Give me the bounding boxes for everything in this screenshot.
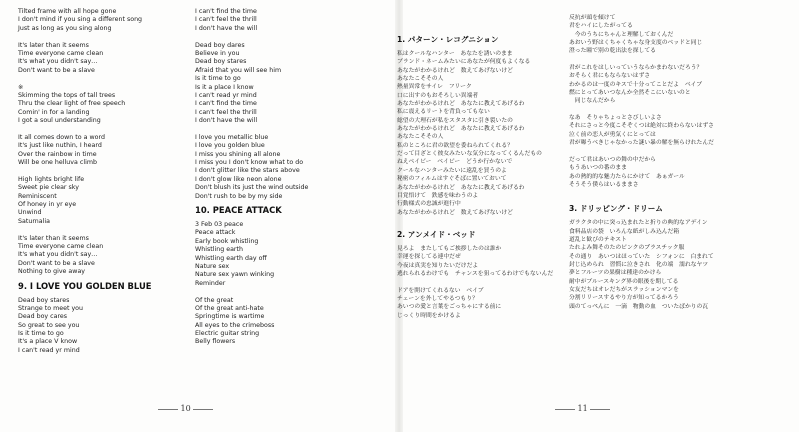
lyric-line: ※ (18, 83, 24, 91)
stanza-gap (195, 125, 308, 133)
lyrics-block (195, 221, 308, 347)
lyric-line: ドアを開けてくれるない ベイブ (397, 287, 484, 294)
lyric-line: Dead boy dares (195, 41, 245, 49)
lyric-line: もうあいつの番のまま (569, 165, 627, 172)
lyric-line: なあ そりゃちょっとさびしいよさ (569, 115, 662, 122)
lyric-line: 夢とフルーツの果樹は種達のかけら (569, 270, 662, 277)
lyrics-block (195, 8, 308, 201)
lyric-line: 今のうちにちゃんと理解しておくんだ (569, 31, 674, 38)
lyric-line: Of the great anti-hate (195, 304, 264, 312)
lyric-line: あおいう野はくちゃくちゃな身支度のベッドと同じ (569, 40, 703, 47)
lyric-line: だって目ざとく彼女みたいな気分になってくるんだもの (397, 151, 542, 158)
page-number-left-text: 10 (180, 404, 191, 413)
stanza-gap (18, 226, 151, 234)
lyric-line: 道乱と歓びのテキスト (569, 236, 627, 243)
lyric-line: It's what you didn't say… (18, 58, 98, 66)
lyrics-block (18, 8, 151, 277)
lyric-line: チェーンを外してやるつもり？ (397, 295, 478, 302)
lyric-line: It's a place V know (18, 338, 78, 346)
lyrics-block (397, 50, 553, 217)
lyric-line: Don't want to be a slave (18, 66, 95, 74)
lyric-line: I miss you shining all alone (195, 150, 281, 158)
lyric-line: I can't read yr mind (18, 346, 80, 354)
lyric-line: クールなハンターみたいに遠乱を買うのよ (397, 167, 507, 174)
lyric-line: だって君はあいつの舞の中だから (569, 156, 656, 163)
lyric-line: 燃にとってあいつなんか全然そこにいないのと (569, 90, 691, 97)
lyric-line: ブランド・ネームみたいにあなたが何度もよくなる (397, 59, 531, 66)
lyric-line: I can't feel the thrill (195, 108, 257, 116)
stanza-gap (18, 125, 151, 133)
lyric-line: 私のところに君の欲望を委ねられてくれる？ (397, 142, 513, 149)
lyric-line: I love you metallic blue (195, 133, 269, 141)
page-number-dash (555, 409, 575, 410)
lyric-line: 分割リリースするやり方が知ってるかろう (569, 295, 679, 302)
song-title-9: 9. I LOVE YOU GOLDEN BLUE (18, 280, 152, 291)
lyric-line: I don't have the will (195, 117, 258, 125)
lyrics-block (18, 297, 151, 356)
column-left-2 (195, 8, 308, 347)
lyric-line: 総望の大理石が私をスタスタに引き裂いたの (397, 117, 513, 124)
lyrics-block (569, 14, 714, 189)
lyric-line: Is it time to go (18, 330, 64, 338)
lyric-line: 女友だちはオレだちがスラッションマンを (569, 286, 679, 293)
lyric-line: 反抗が頭を傾けて (569, 15, 616, 21)
column-left-1 (18, 8, 151, 355)
lyric-line: 今夜は真実を知りたいだけだよ (397, 262, 479, 269)
lyric-line: Tilted frame with all hope gone (18, 8, 117, 15)
lyric-line: I don't glow like neon alone (195, 175, 282, 183)
lyric-line: Just as long as you sing along (18, 24, 112, 32)
lyric-line: Dead boy cares (18, 313, 68, 321)
lyric-line: あなたこそその人 (397, 134, 444, 141)
lyric-line: それにさっと今度こそぞくつは絶対に終わらないはずさ (569, 123, 714, 130)
lyric-line: Reminder (195, 279, 226, 287)
lyric-line: Whistling earth (195, 246, 243, 254)
lyric-line: Unwind (18, 209, 42, 217)
lyric-line: 耐中がブルースキング界の眼後を期してる (569, 278, 679, 285)
stanza-gap (397, 278, 553, 286)
page-number-dash (158, 409, 178, 410)
lyric-line: Saturnalia (18, 217, 51, 225)
lyric-line: Is it time to go (195, 75, 241, 83)
stanza-gap (18, 75, 151, 83)
lyric-line: そうそう僕らはいるままさ (569, 181, 639, 188)
lyric-line: Afraid that you will see him (195, 66, 282, 74)
lyric-line: 頭のてっぺんに 一滴 物動の血 ついたばかりの瓦 (569, 303, 709, 310)
lyrics-block (397, 245, 553, 320)
lyric-line: 君が曝うべきじゃなかった謎い暴の解を無らけれたんだ (569, 140, 714, 147)
lyric-line: Early book whistling (195, 237, 259, 245)
lyric-line: ガラクタの中に突っ込まれたと折りの典的なアデイン (569, 220, 708, 227)
stanza-gap (569, 148, 714, 156)
lyric-line: Reminiscent (18, 192, 57, 200)
lyric-line: 口に出すのもおそろしい異端者 (397, 92, 479, 99)
lyric-line: Peace attack (195, 229, 236, 237)
page-number-right (555, 404, 610, 413)
lyric-line: その通り あいつはほっていた シフォンに 白まれて (569, 253, 714, 260)
lyric-line: Belly flowers (195, 338, 236, 346)
page-number-right-text: 11 (577, 404, 588, 413)
lyric-line: Time everyone came clean (18, 242, 104, 250)
lyric-line: 私はクールなハンター あなたを誘いのまま (397, 51, 513, 57)
lyric-line: Over the rainbow in time (18, 150, 97, 158)
lyric-line: I can't find the time (195, 100, 257, 108)
lyric-line: Don't rush to be by my side (195, 192, 283, 200)
lyric-line: 熱量異常をサイレ フリーク (397, 84, 472, 91)
lyric-line: おそらく君にもならないはずさ (569, 73, 651, 80)
lyric-line: It's later than it seems (18, 41, 89, 49)
lyric-line: 行動様式の忠誠が進行中 (397, 201, 461, 208)
song-title-3: 3. ドリッピング・ドリーム (569, 204, 663, 214)
lyric-line: 君をハイにしたがってる (569, 23, 633, 30)
lyric-line: 3 Feb 03 peace (195, 220, 244, 228)
lyric-line: Nature sex yawn winking (195, 271, 275, 279)
lyric-line: I can't feel the thrill (195, 16, 257, 24)
lyric-line: Sweet pie clear sky (18, 184, 79, 192)
lyric-line: 君がこれをはしいっていうならかまわないだろう？ (569, 65, 703, 72)
stanza-gap (569, 106, 714, 114)
lyric-line: 同じなんだから (569, 98, 616, 105)
lyric-line: 目覚悟けて 鉄感を味わうのよ (397, 192, 479, 199)
page-number-left (158, 404, 213, 413)
lyric-line: I can't read yr mind (195, 91, 257, 99)
lyric-line: あなたがわかるけれど 数えてあげないけど (397, 209, 513, 216)
lyric-line: わかるのは一度のキスで十分ってことだよ ベイブ (569, 81, 703, 88)
lyric-line: あなたがわかるけれど あなたに教えてあげるわ (397, 126, 525, 133)
column-right-1 (397, 34, 553, 320)
lyric-line: Electric guitar string (195, 330, 260, 338)
lyric-line: It's just like nuthin, I heard (18, 142, 102, 150)
lyric-line: Thru the clear light of free speech (18, 100, 126, 108)
lyric-line: I don't mind if you sing a different song (18, 16, 143, 24)
lyric-line: じっくり時間をかけるよ (397, 312, 461, 319)
lyric-line: I miss you I don't know what to do (195, 159, 304, 167)
lyric-line: Will be one helluva climb (18, 159, 97, 167)
stanza-gap (569, 56, 714, 64)
lyric-line: 私に震えるリートを背負ってもない (397, 109, 490, 116)
lyric-line: It's what you didn't say… (18, 251, 98, 259)
stanza-gap (195, 33, 308, 41)
lyric-line: あなたがわかるけれど 数えてあげないけど (397, 67, 513, 74)
lyric-line: あなたこそその人 (397, 76, 444, 83)
lyric-line: High lights bright life (18, 175, 85, 183)
lyric-line: Whistling earth day off (195, 254, 267, 262)
lyric-line: たれよみ舞そのたのピンクのプラスチック服 (569, 245, 685, 252)
lyric-line: Nothing to give away (18, 268, 86, 276)
lyric-line: あなたがわかるけれど あなたに教えてあげるわ (397, 101, 525, 108)
lyric-line: 逃れられるわけでも チャンスを狙ってるわけでもないんだ (397, 270, 554, 277)
lyric-line: 秘密のフィルムはすぐそばに置いておいて (397, 176, 507, 183)
lyric-line: It all comes down to a word (18, 133, 105, 141)
lyric-line: Dead boy stares (18, 296, 70, 304)
stanza-gap (195, 288, 308, 296)
lyric-line: So great to see you (18, 321, 80, 329)
lyric-line: ねえベイビー ベイビー どうか行かないで (397, 159, 513, 166)
lyric-line: Skimming the tops of tall trees (18, 91, 116, 99)
lyric-line: あなたがわかるけれど あなたに教えてあげるわ (397, 184, 525, 191)
lyric-line: あいつの愛と言葉をごっちゃにする前に (397, 304, 502, 311)
lyric-line: Comin' in for a landing (18, 108, 90, 116)
lyric-line: It's later than it seems (18, 234, 89, 242)
lyric-line: Dead boy stares (195, 58, 247, 66)
stanza-gap (18, 33, 151, 41)
song-title-1: 1. パターン・レコグニション (397, 35, 499, 44)
page-number-dash (590, 409, 610, 410)
lyric-line: I can't find the time (195, 8, 257, 15)
lyric-line: 封じ込められ 習慣に泣きされ 化の端 濡れなヤツ (569, 261, 709, 268)
song-title-10: 10. PEACE ATTACK (195, 204, 282, 215)
lyric-line: 幸運を探してる連中だぜ (397, 254, 461, 261)
lyric-line: Strange to meet you (18, 304, 84, 312)
lyric-line: Don't want to be a slave (18, 259, 95, 267)
lyric-line: I don't glitter like the stars above (195, 167, 300, 175)
lyrics-block (569, 219, 714, 311)
lyric-line: 泣く前の恋人が勇気くにとっては (569, 131, 656, 138)
page-number-dash (193, 409, 213, 410)
stanza-gap (18, 167, 151, 175)
lyric-line: Time everyone came clean (18, 49, 104, 57)
lyric-line: Is it a place I know (195, 83, 254, 91)
lyric-line: 見ろよ またしてもご挨拶したのは誰か (397, 245, 502, 252)
lyric-line: Believe in you (195, 49, 240, 57)
lyric-line: Of the great (195, 296, 234, 304)
lyric-line: I got a soul understanding (18, 117, 101, 125)
lyric-line: あの熱的的な魅力たらにかけて あぁガール (569, 173, 685, 180)
lyric-line: All eyes to the crimeboss (195, 321, 275, 329)
lyric-line: Of honey in yr eye (18, 200, 77, 208)
lyric-line: Don't blush its just the wind outside (195, 184, 309, 192)
column-right-2 (569, 14, 714, 311)
lyric-line: I love you golden blue (195, 142, 265, 150)
lyric-line: Springtime is wartime (195, 313, 265, 321)
lyric-line: I don't have the will (195, 24, 258, 32)
lyric-line: 澄った瞳で別の乾出法を探してる (569, 48, 656, 55)
lyric-line: Nature sex (195, 262, 230, 270)
song-title-2: 2. アンメイド・ベッド (397, 229, 476, 239)
lyric-line: 食料品店の袋 いろんな紙がしみ込んだ箱 (569, 228, 680, 235)
